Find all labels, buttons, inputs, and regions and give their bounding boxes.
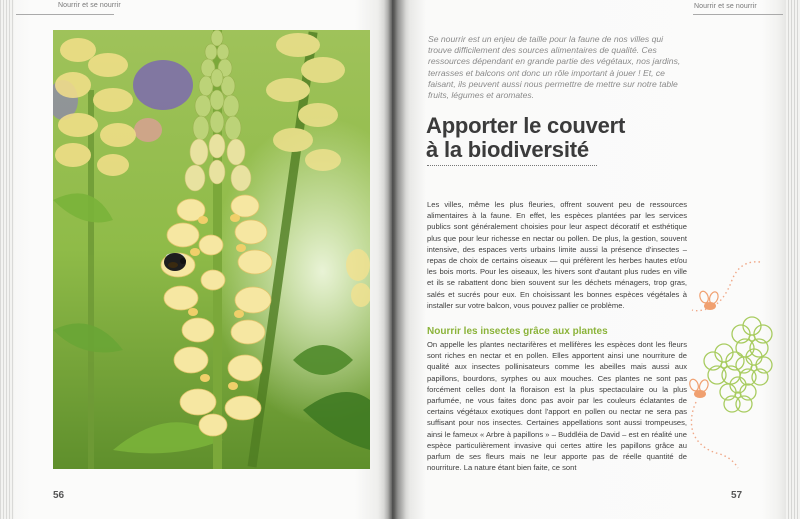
flower-outline-icon [704, 317, 772, 412]
page-number-left: 56 [53, 490, 65, 501]
running-head-rule-left [16, 14, 114, 15]
bee-icon [688, 378, 709, 398]
book-gutter [384, 0, 406, 519]
running-head-left: Nourrir et se nourrir [58, 2, 121, 9]
title-underline [427, 165, 597, 166]
running-head-right: Nourrir et se nourrir [694, 3, 757, 10]
bee-trail-top [692, 262, 760, 311]
title-line-2: à la biodiversité [426, 137, 589, 162]
page-number-right: 57 [731, 490, 743, 501]
body-paragraph-2: On appelle les plantes nectarifères et mellifères les espèces dont les fleurs sont riches en nectar et en pollen. Elles apportent ainsi une nourriture de qualité aux insectes pollinisateurs comme les abeilles mais aussi aux papillons, bourdons, syrphes ou aux mouches. Ces plantes ne sont pas forcément celles dont la floraison est la plus spectaculaire ou la plus parfumée, ne vous faites donc pas avoir par les couleurs éclatantes de certains végétaux exotiques dont l'apport en pollen ou nectar ne sera pas suffisant pour nos insectes. Certaines appellations sont aussi trompeuses, ainsi le fameux « Arbre à papillons » – Buddléia de David – est en réalité une espèce particulièrement invasive qui certes attire les papillons grâce au parfum de ses fleurs mais ne leur apporte pas de réelle quantité de nourriture. La nature étant bien faite, ce sont [427, 340, 687, 473]
intro-paragraph: Se nourrir est un enjeu de taille pour la faune de nos villes qui trouve difficilement des sources alimentaires de qualité. Ces ressources dépendant en grande partie des végétaux, nos jardins, terrasses et balcons ont donc un rôle important à jouer ! Et, ce faisant, ils peuvent aussi nous permettre de mettre sur notre table fruits, légumes et aromates. [428, 34, 681, 101]
bumblebee [164, 253, 186, 271]
page-edges-left [0, 0, 14, 519]
lupin-photo [53, 30, 370, 469]
title-line-1: Apporter le couvert [426, 113, 626, 138]
decoration [680, 250, 790, 470]
bee-icon [698, 290, 719, 310]
section-subheading: Nourrir les insectes grâce aux plantes [427, 326, 608, 337]
body-paragraph-1: Les villes, même les plus fleuries, offrent souvent peu de ressources alimentaires à la faune. En effet, les espèces plantées par les services publics sont généralement choisies pour leur aspect décoratif et esthétique plus que pour leur richesse en nectar ou pollen. De plus, la gestion, souvent intensive, des espaces verts urbains limite aussi la présence d'insectes – repas de choix de certains oiseaux — qui préfèrent les herbes hautes et/ou les bois morts. Pour les oiseaux, les hivers sont d'autant plus rudes en ville et ils se rabattent donc bien souvent sur les déchets ménagers, trop gras, salés et sucrés pour eux. En choisissant les bonnes espèces végétales à installer sur votre balcon, vous pouvez pallier ce problème. [427, 200, 687, 310]
photo-lupin-bee-icon [53, 30, 370, 469]
running-head-rule-right [693, 14, 783, 15]
page-title [426, 114, 686, 162]
